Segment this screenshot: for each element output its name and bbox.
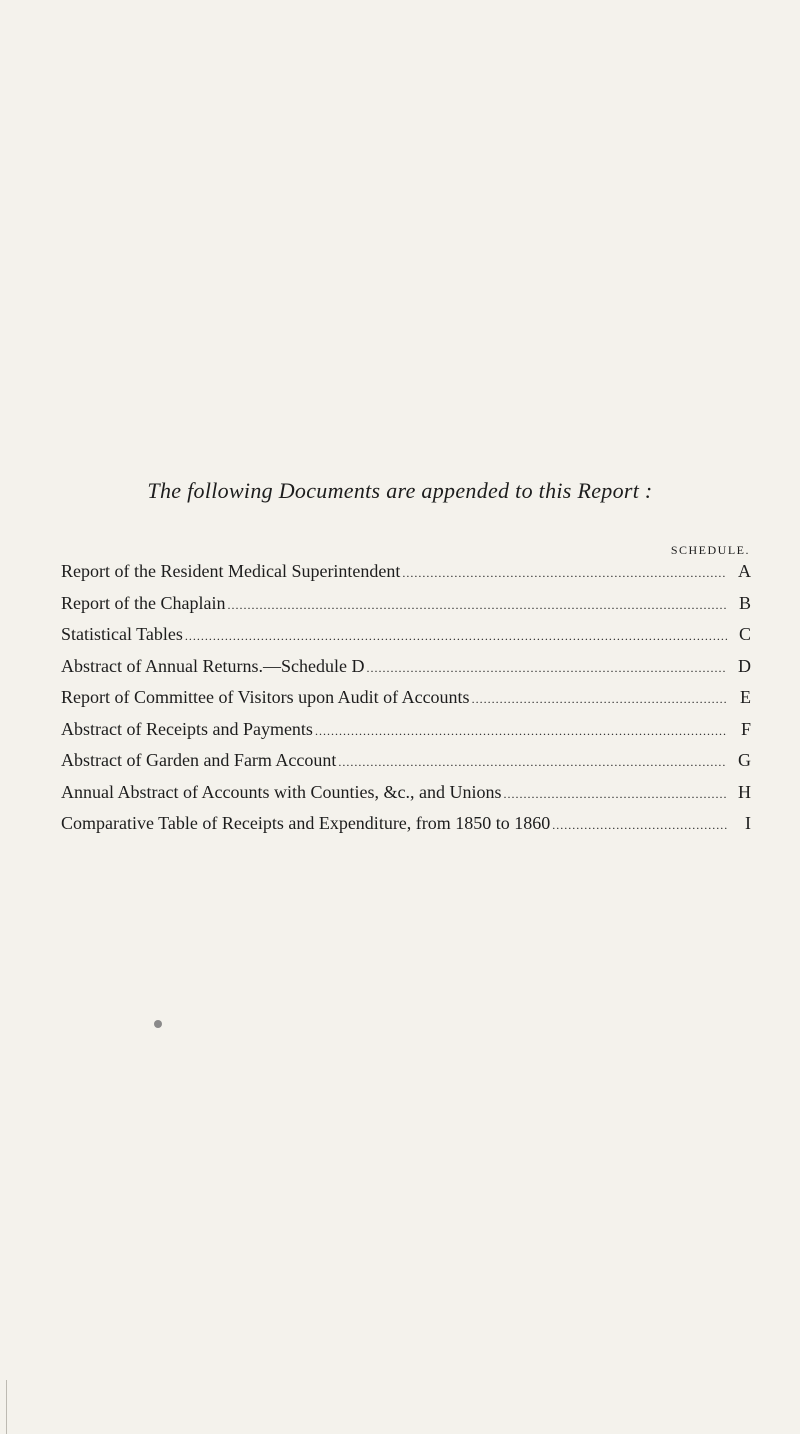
- schedule-letter: F: [740, 718, 751, 739]
- dot-leader: [503, 787, 727, 802]
- list-item: [61, 813, 751, 845]
- schedule-letter: E: [740, 687, 751, 707]
- dot-leader: [472, 692, 727, 707]
- entry-title: Statistical Tables: [61, 624, 183, 644]
- entry-title: Comparative Table of Receipts and Expenditure, from 1850 to 1860: [61, 813, 551, 833]
- list-item: [61, 624, 751, 656]
- entry-title: Abstract of Receipts and Payments: [61, 718, 313, 739]
- schedule-letter: I: [745, 813, 751, 833]
- schedule-letter: A: [738, 561, 751, 581]
- binding-edge-line: [6, 1380, 7, 1434]
- page-heading: The following Documents are appended to this Report :: [147, 478, 653, 503]
- list-item: [61, 782, 751, 814]
- entry-title: Abstract of Annual Returns.—Schedule D: [61, 655, 365, 676]
- dot-leader: [315, 724, 727, 739]
- entry-title: Report of the Chaplain: [61, 592, 226, 613]
- schedule-column-label: SCHEDULE.: [670, 543, 750, 557]
- schedule-letter: B: [738, 592, 751, 613]
- list-item: [61, 561, 751, 593]
- list-item: [61, 656, 751, 688]
- dot-leader: [338, 755, 727, 770]
- schedule-letter: D: [738, 655, 751, 676]
- list-item: [61, 719, 751, 751]
- entry-title: Report of Committee of Visitors upon Audit of Accounts: [61, 687, 470, 707]
- entry-title: Annual Abstract of Accounts with Counties, &c., and Unions: [61, 781, 502, 802]
- schedule-letter: G: [738, 750, 751, 770]
- dot-leader: [185, 629, 727, 644]
- entry-title: Report of the Resident Medical Superintendent: [61, 561, 401, 581]
- dot-leader: [227, 598, 727, 613]
- schedule-letter: H: [738, 781, 751, 802]
- dot-leader: [402, 566, 727, 581]
- list-item: [61, 750, 751, 782]
- documents-list: [61, 561, 751, 845]
- dot-leader: [366, 661, 727, 676]
- ink-speck: [154, 1020, 162, 1028]
- list-item: [61, 593, 751, 625]
- dot-leader: [552, 818, 727, 833]
- schedule-letter: C: [738, 624, 751, 644]
- list-item: [61, 687, 751, 719]
- entry-title: Abstract of Garden and Farm Account: [61, 750, 337, 770]
